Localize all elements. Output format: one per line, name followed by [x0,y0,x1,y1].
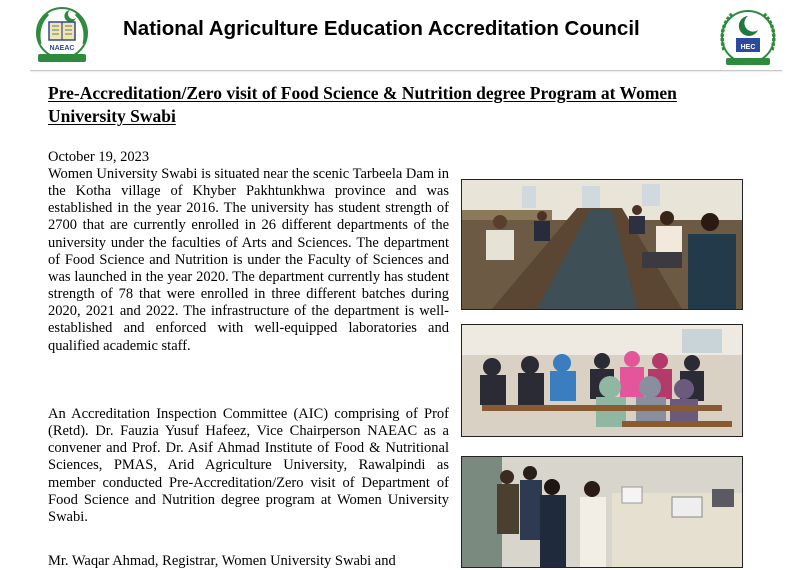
naeac-logo [30,4,94,66]
article-paragraph-2: An Accreditation Inspection Committee (AIC) comprising of Prof (Retd). Dr. Fauzia Yusuf Hafeez, Vice Chairperson NAEAC as a convener and Prof. Dr. Asif Ahmad Institute of Food & Nutritional Sciences, PMAS, Arid Agriculture University, Rawalpindi as member conducted Pre-Accreditation/Zero visit of Department of Food Science and Nutrition degree program at Women University Swabi. [48,406,449,525]
hec-logo [712,4,784,70]
students-classroom-photo [461,324,743,437]
page-title: National Agriculture Education Accreditation Council [123,17,640,40]
hec-logo-caption: HEC [740,44,756,51]
header-divider [30,70,782,71]
article-headline: Pre-Accreditation/Zero visit of Food Science & Nutrition degree Program at Women University Swabi [48,83,677,126]
article-paragraph-3: Mr. Waqar Ahmad, Registrar, Women University Swabi and [48,553,396,569]
naeac-logo-caption: NAEAC [49,45,75,52]
meeting-room-photo [461,179,743,310]
laboratory-visit-photo [461,456,743,568]
article-date: October 19, 2023 [48,149,150,165]
article-paragraph-1: Women University Swabi is situated near the scenic Tarbeela Dam in the Kotha village of Khyber Pakhtunkhwa province and was established in the year 2016. The university has student strength of 2700 that are currently enrolled in 26 different departments of the university under the faculties of Arts and Sciences. The department of Food Science and Nutrition is under the Faculty of Sciences and was launched in the year 2020. The department currently has student strength of 78 that were enrolled in three different batches during 2020, 2021 and 2022. The infrastructure of the department is well-established and enforced with well-equipped laboratories and qualified academic staff. [48,166,450,354]
